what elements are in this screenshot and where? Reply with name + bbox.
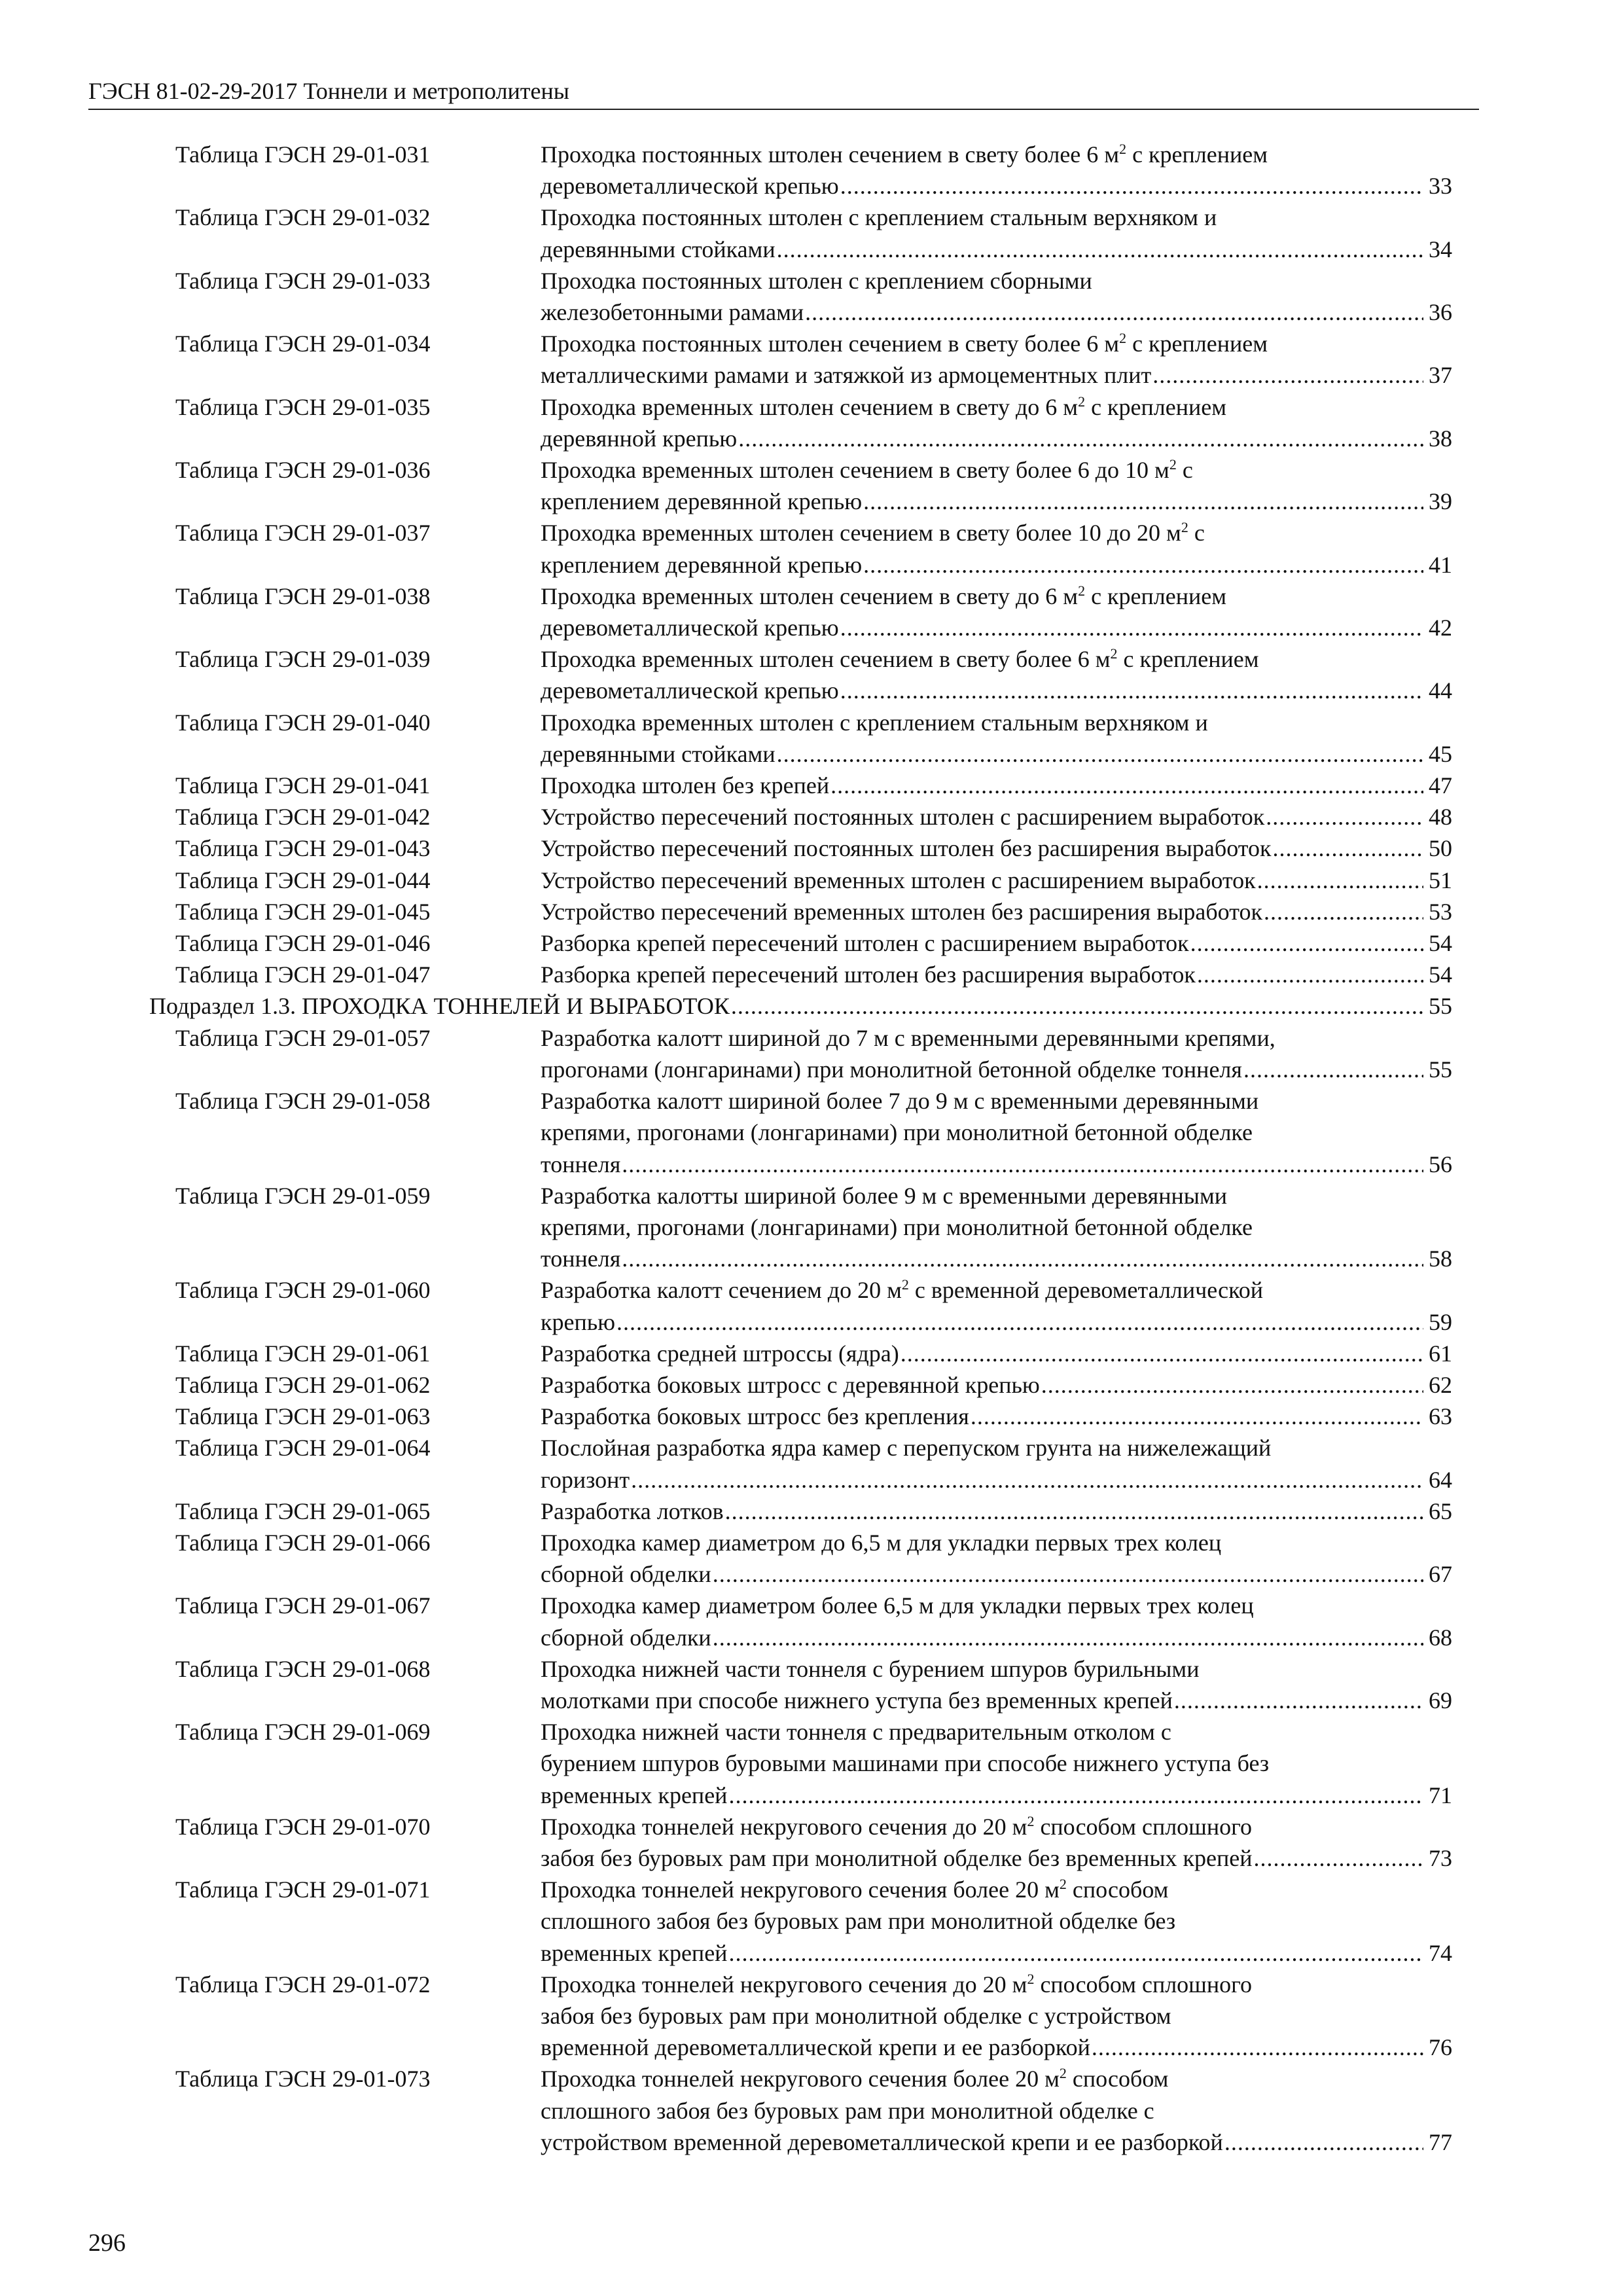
dot-leader xyxy=(863,486,1423,517)
toc-entry-title xyxy=(541,865,1452,896)
toc-row xyxy=(0,1432,1623,1495)
toc-title-text: сборной обделки xyxy=(541,1624,711,1651)
toc-title-line: Разработка калотт шириной до 7 м с временными деревянными крепями, xyxy=(541,1024,1275,1051)
toc-row xyxy=(0,1527,1623,1590)
toc-row xyxy=(0,1085,1623,1180)
toc-page-number: 69 xyxy=(1429,1687,1452,1713)
toc-row xyxy=(0,328,1623,391)
toc-title-last-line xyxy=(541,927,1452,959)
toc-row xyxy=(0,1401,1623,1432)
toc-title-text: временных крепей xyxy=(541,1939,728,1966)
toc-entry-title xyxy=(541,1527,1452,1590)
toc-entry-title xyxy=(541,1496,1452,1527)
toc-entry-title xyxy=(149,990,1452,1022)
dot-leader xyxy=(805,296,1423,328)
toc-table-label: Таблица ГЭСН 29-01-061 xyxy=(175,1340,431,1367)
dot-leader xyxy=(616,1306,1423,1338)
toc-table-label: Таблица ГЭСН 29-01-057 xyxy=(175,1024,431,1051)
dot-leader xyxy=(840,675,1423,706)
toc-title-line: Проходка временных штолен с креплением стальным верхняком и xyxy=(541,709,1208,736)
toc-title-text: тоннеля xyxy=(541,1246,621,1272)
toc-title-last-line xyxy=(541,1306,1452,1338)
toc-page-number: 67 xyxy=(1429,1561,1452,1588)
toc-title-text: Разработка боковых штросс без крепления xyxy=(541,1403,969,1430)
dot-leader xyxy=(1254,1842,1423,1874)
toc-page-number: 45 xyxy=(1429,740,1452,767)
toc-title-last-line xyxy=(541,865,1452,896)
toc-title-last-line xyxy=(541,423,1452,454)
toc-table-label: Таблица ГЭСН 29-01-072 xyxy=(175,1971,431,1998)
toc-entry-title xyxy=(541,1022,1452,1085)
toc-page-number: 55 xyxy=(1429,1056,1452,1083)
toc-page-number: 48 xyxy=(1429,804,1452,831)
toc-table-label: Таблица ГЭСН 29-01-032 xyxy=(175,204,431,231)
toc-title-line: Проходка тоннелей некругового сечения до 20 $м^2$ способом сплошного xyxy=(541,1812,1253,1840)
toc-title-text: деревянной крепью xyxy=(541,425,738,452)
toc-page-number: 77 xyxy=(1429,2128,1452,2155)
toc-title-last-line xyxy=(541,1243,1452,1274)
toc-row xyxy=(0,1969,1623,2064)
toc-table-label: Таблица ГЭСН 29-01-069 xyxy=(175,1719,431,1746)
toc-page-number: 76 xyxy=(1429,2034,1452,2061)
dot-leader xyxy=(1197,959,1423,990)
toc-title-text: Устройство пересечений временных штолен с расширением выработок xyxy=(541,867,1256,893)
toc-row xyxy=(0,1274,1623,1337)
toc-entry-title xyxy=(541,833,1452,864)
toc-entry-title xyxy=(541,2063,1452,2158)
toc-table-label: Таблица ГЭСН 29-01-070 xyxy=(175,1813,431,1840)
toc-row xyxy=(0,770,1623,801)
toc-row xyxy=(0,707,1623,770)
toc-entry-title xyxy=(541,1969,1452,2064)
toc-title-line: Проходка постоянных штолен сечением в свету более 6 $м^2$ с креплением xyxy=(541,330,1268,357)
toc-table-label: Таблица ГЭСН 29-01-047 xyxy=(175,961,431,988)
toc-entry-title xyxy=(541,1274,1452,1337)
toc-entry-title xyxy=(541,801,1452,833)
toc-title-line: Проходка временных штолен сечением в свету более 10 до 20 $м^2$ с xyxy=(541,519,1205,547)
toc-table-label: Таблица ГЭСН 29-01-071 xyxy=(175,1876,431,1903)
toc-page-number: 74 xyxy=(1429,1939,1452,1966)
dot-leader xyxy=(731,990,1423,1022)
toc-title-line: Проходка постоянных штолен с креплением сборными xyxy=(541,267,1092,294)
toc-title-text: Разборка крепей пересечений штолен с расширением выработок xyxy=(541,930,1189,957)
toc-page-number: 53 xyxy=(1429,898,1452,925)
toc-title-last-line xyxy=(541,1496,1452,1527)
toc-page-number: 55 xyxy=(1429,993,1452,1020)
toc-table-label: Таблица ГЭСН 29-01-042 xyxy=(175,804,431,831)
dot-leader xyxy=(728,1780,1423,1811)
toc-title-text: крепью xyxy=(541,1308,616,1335)
toc-table-label: Таблица ГЭСН 29-01-058 xyxy=(175,1088,431,1115)
toc-table-label: Таблица ГЭСН 29-01-073 xyxy=(175,2066,431,2092)
toc-title-text: устройством временной деревометаллической крепи и ее разборкой xyxy=(541,2128,1223,2155)
dot-leader xyxy=(1152,359,1423,391)
dot-leader xyxy=(713,1622,1423,1653)
toc-title-text: прогонами (лонгаринами) при монолитной бетонной обделке тоннеля xyxy=(541,1056,1242,1083)
toc-title-last-line xyxy=(541,612,1452,643)
toc-page-number: 33 xyxy=(1429,173,1452,200)
toc-title-line: Разработка калотт сечением до 20 $м^2$ с временной деревометаллической xyxy=(541,1276,1264,1304)
toc-title-last-line xyxy=(541,1464,1452,1496)
toc-title-last-line xyxy=(541,1937,1452,1969)
toc-page-number: 65 xyxy=(1429,1498,1452,1524)
dot-leader xyxy=(901,1338,1423,1369)
toc-table-label: Таблица ГЭСН 29-01-044 xyxy=(175,867,431,893)
toc-title-last-line xyxy=(541,801,1452,833)
toc-title-line: Проходка тоннелей некругового сечения более 20 $м^2$ способом xyxy=(541,2065,1169,2092)
toc-entry-title xyxy=(541,391,1452,454)
toc-title-line: Послойная разработка ядра камер с перепуском грунта на нижележащий xyxy=(541,1435,1272,1462)
dot-leader xyxy=(777,738,1423,770)
toc-page-number: 56 xyxy=(1429,1151,1452,1177)
toc-entry-title xyxy=(541,1811,1452,1874)
toc-row xyxy=(0,833,1623,864)
toc-page-number: 63 xyxy=(1429,1403,1452,1430)
toc-entry-title xyxy=(541,139,1452,202)
toc-table-label: Таблица ГЭСН 29-01-043 xyxy=(175,835,431,862)
dot-leader xyxy=(830,770,1423,801)
toc-table-label: Таблица ГЭСН 29-01-045 xyxy=(175,898,431,925)
toc-page-number: 62 xyxy=(1429,1371,1452,1398)
dot-leader xyxy=(1092,2032,1423,2063)
toc-row xyxy=(0,959,1623,990)
dot-leader xyxy=(1264,896,1423,927)
table-of-contents xyxy=(0,139,1623,2158)
toc-title-last-line xyxy=(541,1622,1452,1653)
toc-table-label: Таблица ГЭСН 29-01-038 xyxy=(175,583,431,609)
dot-leader xyxy=(725,1496,1423,1527)
toc-title-last-line xyxy=(541,1685,1452,1716)
dot-leader xyxy=(971,1401,1423,1432)
toc-row xyxy=(0,1338,1623,1369)
toc-title-line: Проходка камер диаметром более 6,5 м для укладки первых трех колец xyxy=(541,1592,1254,1619)
toc-title-text: сборной обделки xyxy=(541,1561,711,1588)
toc-entry-title xyxy=(541,1401,1452,1432)
toc-page-number: 38 xyxy=(1429,425,1452,452)
toc-title-text: Разборка крепей пересечений штолен без расширения выработок xyxy=(541,961,1196,988)
toc-title-line: сплошного забоя без буровых рам при монолитной обделке с xyxy=(541,2097,1154,2124)
toc-page-number: 61 xyxy=(1429,1340,1452,1367)
toc-table-label: Таблица ГЭСН 29-01-040 xyxy=(175,709,431,736)
toc-entry-title xyxy=(541,1653,1452,1716)
toc-title-last-line xyxy=(541,234,1452,265)
toc-title-text: временных крепей xyxy=(541,1782,728,1808)
toc-entry-title xyxy=(541,202,1452,264)
toc-title-line: Проходка временных штолен сечением в свету более 6 $м^2$ с креплением xyxy=(541,645,1259,673)
toc-table-label: Таблица ГЭСН 29-01-065 xyxy=(175,1498,431,1524)
toc-table-label: Таблица ГЭСН 29-01-066 xyxy=(175,1529,431,1556)
toc-entry-title xyxy=(541,265,1452,328)
toc-table-label: Таблица ГЭСН 29-01-037 xyxy=(175,520,431,547)
toc-title-text: Разработка средней штроссы (ядра) xyxy=(541,1340,899,1367)
toc-row xyxy=(0,202,1623,264)
toc-entry-title xyxy=(541,454,1452,517)
toc-entry-title xyxy=(541,1432,1452,1495)
toc-title-text: временной деревометаллической крепи и ее разборкой xyxy=(541,2034,1090,2061)
toc-title-last-line xyxy=(541,1401,1452,1432)
dot-leader xyxy=(728,1937,1423,1969)
toc-title-last-line xyxy=(541,1338,1452,1369)
dot-leader xyxy=(863,549,1423,581)
toc-entry-title xyxy=(541,927,1452,959)
toc-title-last-line xyxy=(541,770,1452,801)
toc-page-number: 39 xyxy=(1429,488,1452,515)
toc-title-line: Проходка временных штолен сечением в свету более 6 до 10 $м^2$ с xyxy=(541,456,1193,484)
dot-leader xyxy=(713,1558,1423,1590)
toc-row xyxy=(0,1369,1623,1401)
toc-row xyxy=(0,139,1623,202)
toc-row xyxy=(0,1653,1623,1716)
toc-row xyxy=(0,927,1623,959)
toc-row xyxy=(0,1874,1623,1969)
toc-page-number: 59 xyxy=(1429,1308,1452,1335)
toc-table-label: Таблица ГЭСН 29-01-062 xyxy=(175,1371,431,1398)
toc-row xyxy=(0,896,1623,927)
toc-title-last-line xyxy=(541,549,1452,581)
toc-table-label: Таблица ГЭСН 29-01-031 xyxy=(175,141,431,168)
toc-table-label: Таблица ГЭСН 29-01-036 xyxy=(175,457,431,484)
toc-row xyxy=(0,1716,1623,1811)
toc-title-text: тоннеля xyxy=(541,1151,621,1177)
running-header: ГЭСН 81-02-29-2017 Тоннели и метрополитены xyxy=(88,78,569,104)
dot-leader xyxy=(1273,833,1424,864)
toc-title-line: Разработка калотт шириной более 7 до 9 м с временными деревянными xyxy=(541,1088,1259,1115)
toc-row xyxy=(0,1180,1623,1275)
toc-title-last-line xyxy=(541,1780,1452,1811)
toc-entry-title xyxy=(541,959,1452,990)
toc-table-label: Таблица ГЭСН 29-01-046 xyxy=(175,930,431,957)
toc-entry-title xyxy=(541,1369,1452,1401)
toc-entry-title xyxy=(541,1874,1452,1969)
dot-leader xyxy=(777,234,1423,265)
toc-title-line: Проходка нижней части тоннеля с предварительным отколом с xyxy=(541,1719,1171,1746)
toc-entry-title xyxy=(541,1716,1452,1811)
toc-title-last-line xyxy=(541,2126,1452,2158)
toc-entry-title xyxy=(541,1085,1452,1180)
toc-title-last-line xyxy=(149,990,1452,1022)
toc-title-last-line xyxy=(541,1369,1452,1401)
toc-title-last-line xyxy=(541,296,1452,328)
toc-title-line: забоя без буровых рам при монолитной обделке с устройством xyxy=(541,2002,1171,2029)
toc-title-last-line xyxy=(541,1842,1452,1874)
toc-title-text: Устройство пересечений постоянных штолен без расширения выработок xyxy=(541,835,1272,862)
toc-entry-title xyxy=(541,581,1452,643)
toc-entry-title xyxy=(541,770,1452,801)
toc-entry-title xyxy=(541,896,1452,927)
toc-table-label: Таблица ГЭСН 29-01-064 xyxy=(175,1435,431,1462)
toc-title-text: деревометаллической крепью xyxy=(541,615,839,641)
toc-page-number: 54 xyxy=(1429,961,1452,988)
toc-title-line: Проходка тоннелей некругового сечения более 20 $м^2$ способом xyxy=(541,1876,1169,1903)
toc-row xyxy=(0,643,1623,706)
toc-entry-title xyxy=(541,707,1452,770)
toc-page-number: 42 xyxy=(1429,615,1452,641)
toc-title-line: Проходка временных штолен сечением в свету до 6 $м^2$ с креплением xyxy=(541,393,1227,420)
toc-page-number: 51 xyxy=(1429,867,1452,893)
toc-title-line: Проходка постоянных штолен с креплением стальным верхняком и xyxy=(541,204,1217,231)
toc-page-number: 44 xyxy=(1429,677,1452,704)
toc-title-last-line xyxy=(541,359,1452,391)
header-rule xyxy=(88,109,1479,110)
toc-table-label: Таблица ГЭСН 29-01-039 xyxy=(175,646,431,673)
toc-title-line: крепями, прогонами (лонгаринами) при монолитной бетонной обделке xyxy=(541,1119,1253,1146)
dot-leader xyxy=(840,612,1423,643)
toc-title-text: забоя без буровых рам при монолитной обделке без временных крепей xyxy=(541,1844,1253,1871)
toc-page-number: 71 xyxy=(1429,1782,1452,1808)
toc-table-label: Таблица ГЭСН 29-01-059 xyxy=(175,1182,431,1209)
toc-table-label: Таблица ГЭСН 29-01-060 xyxy=(175,1277,431,1304)
toc-title-last-line xyxy=(541,738,1452,770)
toc-title-last-line xyxy=(541,486,1452,517)
toc-title-last-line xyxy=(541,1558,1452,1590)
toc-title-last-line xyxy=(541,833,1452,864)
toc-row xyxy=(0,454,1623,517)
toc-row xyxy=(0,265,1623,328)
toc-title-text: металлическими рамами и затяжкой из армоцементных плит xyxy=(541,362,1152,389)
dot-leader xyxy=(622,1243,1423,1274)
toc-title-text: Устройство пересечений временных штолен без расширения выработок xyxy=(541,898,1262,925)
toc-page-number: 73 xyxy=(1429,1844,1452,1871)
toc-entry-title xyxy=(541,1180,1452,1275)
toc-page-number: 34 xyxy=(1429,236,1452,262)
toc-page-number: 54 xyxy=(1429,930,1452,957)
toc-title-last-line xyxy=(541,1149,1452,1180)
toc-title-line: Проходка камер диаметром до 6,5 м для укладки первых трех колец xyxy=(541,1529,1222,1556)
toc-title-line: крепями, прогонами (лонгаринами) при монолитной бетонной обделке xyxy=(541,1213,1253,1240)
toc-title-line: Проходка нижней части тоннеля с бурением шпуров бурильными xyxy=(541,1655,1200,1682)
toc-page-number: 68 xyxy=(1429,1624,1452,1651)
toc-entry-title xyxy=(541,1590,1452,1653)
toc-row xyxy=(0,391,1623,454)
toc-table-label: Таблица ГЭСН 29-01-067 xyxy=(175,1592,431,1619)
toc-title-text: молотками при способе нижнего уступа без временных крепей xyxy=(541,1687,1173,1713)
page-number: 296 xyxy=(88,2229,126,2257)
toc-table-label: Таблица ГЭСН 29-01-033 xyxy=(175,267,431,294)
toc-title-text: Разработка лотков xyxy=(541,1498,724,1524)
toc-title-line: Разработка калотты шириной более 9 м с временными деревянными xyxy=(541,1182,1228,1209)
toc-title-text: Устройство пересечений постоянных штолен с расширением выработок xyxy=(541,804,1265,831)
toc-title-text: деревянными стойками xyxy=(541,740,776,767)
toc-row xyxy=(0,1496,1623,1527)
toc-title-text: железобетонными рамами xyxy=(541,299,804,326)
toc-row xyxy=(0,2063,1623,2158)
toc-title-line: Проходка временных штолен сечением в свету до 6 $м^2$ с креплением xyxy=(541,582,1227,609)
toc-page-number: 64 xyxy=(1429,1466,1452,1493)
toc-title-last-line xyxy=(541,675,1452,706)
toc-title-line: Проходка постоянных штолен сечением в свету более 6 $м^2$ с креплением xyxy=(541,141,1268,168)
toc-title-text: креплением деревянной крепью xyxy=(541,551,863,578)
dot-leader xyxy=(1224,2126,1423,2158)
toc-page-number: 41 xyxy=(1429,551,1452,578)
toc-title-line: сплошного забоя без буровых рам при монолитной обделке без xyxy=(541,1908,1176,1935)
toc-title-text: креплением деревянной крепью xyxy=(541,488,863,515)
toc-title-text: Разработка боковых штросс с деревянной крепью xyxy=(541,1371,1040,1398)
toc-entry-title xyxy=(541,1338,1452,1369)
dot-leader xyxy=(1257,865,1423,896)
toc-row xyxy=(0,1811,1623,1874)
toc-title-text: Подраздел 1.3. ПРОХОДКА ТОННЕЛЕЙ И ВЫРАБОТОК xyxy=(149,993,730,1020)
dot-leader xyxy=(1190,927,1423,959)
dot-leader xyxy=(1041,1369,1423,1401)
toc-title-line: Проходка тоннелей некругового сечения до 20 $м^2$ способом сплошного xyxy=(541,1970,1253,1998)
toc-row xyxy=(0,865,1623,896)
toc-title-last-line xyxy=(541,896,1452,927)
toc-row xyxy=(0,581,1623,643)
toc-entry-title xyxy=(541,643,1452,706)
toc-title-text: деревянными стойками xyxy=(541,236,776,262)
toc-table-label: Таблица ГЭСН 29-01-035 xyxy=(175,393,431,420)
toc-table-label: Таблица ГЭСН 29-01-068 xyxy=(175,1655,431,1682)
toc-row xyxy=(0,517,1623,580)
toc-title-last-line xyxy=(541,2032,1452,2063)
toc-title-line: бурением шпуров буровыми машинами при способе нижнего уступа без xyxy=(541,1750,1270,1777)
toc-title-text: горизонт xyxy=(541,1466,630,1493)
toc-entry-title xyxy=(541,517,1452,580)
toc-table-label: Таблица ГЭСН 29-01-063 xyxy=(175,1403,431,1430)
toc-page-number: 36 xyxy=(1429,299,1452,326)
toc-title-text: Проходка штолен без крепей xyxy=(541,772,830,799)
toc-table-label: Таблица ГЭСН 29-01-034 xyxy=(175,331,431,357)
toc-page-number: 58 xyxy=(1429,1246,1452,1272)
toc-title-last-line xyxy=(541,959,1452,990)
toc-page-number: 50 xyxy=(1429,835,1452,862)
dot-leader xyxy=(622,1149,1423,1180)
toc-title-text: деревометаллической крепью xyxy=(541,677,839,704)
dot-leader xyxy=(840,170,1423,202)
toc-table-label: Таблица ГЭСН 29-01-041 xyxy=(175,772,431,799)
toc-row xyxy=(0,1022,1623,1085)
toc-title-last-line xyxy=(541,170,1452,202)
dot-leader xyxy=(631,1464,1423,1496)
toc-row xyxy=(0,801,1623,833)
toc-page-number: 47 xyxy=(1429,772,1452,799)
toc-row xyxy=(0,1590,1623,1653)
dot-leader xyxy=(738,423,1423,454)
dot-leader xyxy=(1266,801,1423,833)
dot-leader xyxy=(1174,1685,1423,1716)
toc-subsection-row xyxy=(0,990,1623,1022)
toc-title-last-line xyxy=(541,1054,1452,1085)
dot-leader xyxy=(1243,1054,1423,1085)
toc-page-number: 37 xyxy=(1429,362,1452,389)
toc-title-text: деревометаллической крепью xyxy=(541,173,839,200)
toc-entry-title xyxy=(541,328,1452,391)
